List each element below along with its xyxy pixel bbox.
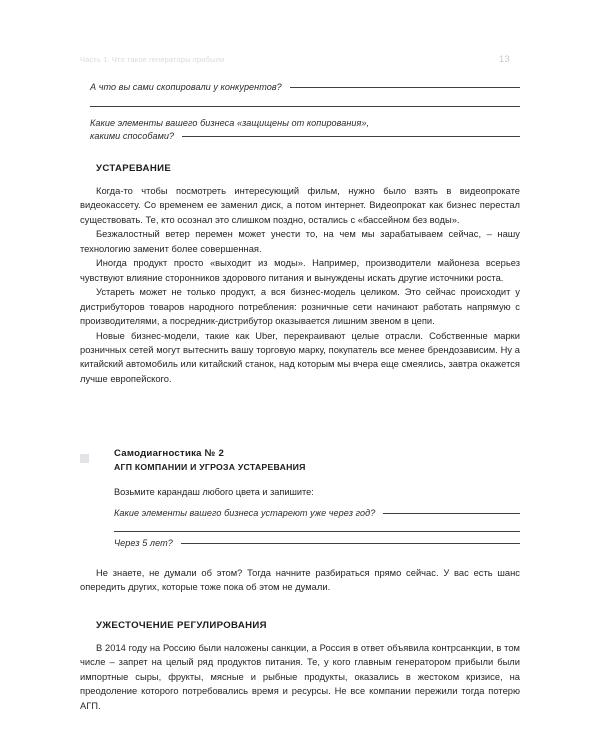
paragraph: Когда-то чтобы посмотреть интересующий фильм, нужно было взять в видеопрокате видеокассету. Со временем ее заменил диск, а потом интернет. Видеопрокат как бизнес перестал существовать. Те, кто осознал это слишком поздно, остались с «бассейном без воды». [80, 186, 520, 225]
worksheet-answer-line-1[interactable] [290, 87, 520, 88]
self-diagnostic-block [80, 447, 520, 548]
section-obsolescence [80, 163, 520, 386]
worksheet-question-2-line-2: какими способами? [90, 131, 175, 141]
diagnostic-marker-square [80, 454, 89, 463]
worksheet-question-1-row [90, 82, 520, 92]
self-diagnostic-content [114, 447, 520, 548]
worksheet-question-2-row-2 [90, 131, 520, 141]
diagnostic-question-2-text: Через 5 лет? [114, 538, 173, 548]
self-diagnostic-title: Самодиагностика № 2 [114, 448, 225, 459]
worksheet-answer-line-2[interactable] [90, 106, 520, 107]
paragraph: Устареть может не только продукт, а вся бизнес-модель целиком. Это сейчас происходит у дистрибуторов товаров народного потребления: розничные сети начинают работать напрямую с производителями, а посредник-дистрибутор оказывается лишним звеном в цепи. [80, 287, 520, 327]
paragraph: Безжалостный ветер перемен может унести то, на чем мы зарабатываем сейчас, – нашу технологию заменит более совершенная. [80, 229, 520, 254]
paragraph: В 2014 году на Россию были наложены санкции, а Россия в ответ объявила контрсанкции, в том числе – запрет на целый ряд продуктов питания. Те, у кого главным генератором прибыли были импортные сыры, фрукты, мясные и рыбные продукты, оказались в жестоком кризисе, на преодоление которого потребовались время и ресурсы. Не все компании пережили тогда потерю АГП. [80, 643, 520, 711]
worksheet-question-1-text: А что вы сами скопировали у конкурентов? [90, 82, 282, 92]
diagnostic-question-1-row [114, 508, 520, 518]
page-number: 13 [498, 54, 510, 65]
running-head [80, 54, 510, 65]
running-head-title: Часть 1. Что такое генераторы прибыли [80, 55, 225, 64]
self-diagnostic-lead: Возьмите карандаш любого цвета и запишите: [114, 487, 314, 497]
diagnostic-question-2-row [114, 538, 520, 548]
paragraph: Иногда продукт просто «выходит из моды». Например, производители майонеза всерьез чувствуют влияние сторонников здорового питания и вынуждены искать другие источники роста. [80, 258, 520, 283]
section-regulation-heading: УЖЕСТОЧЕНИЕ РЕГУЛИРОВАНИЯ [96, 620, 267, 631]
transition-paragraph-block [80, 566, 520, 595]
diagnostic-question-1-text: Какие элементы вашего бизнеса устареют уже через год? [114, 508, 376, 518]
paragraph: Не знаете, не думали об этом? Тогда начните разбираться прямо сейчас. У вас есть шанс опередить других, которые тоже пока об этом не думали. [80, 568, 520, 593]
section-obsolescence-heading: УСТАРЕВАНИЕ [96, 163, 172, 174]
paragraph: Новые бизнес-модели, такие как Uber, перекраивают целые отрасли. Собственные марки розничных сетей могут вытеснить вашу торговую марку, покупатель все менее брендозависим. Ну а китайский автомобиль или китайский станок, над которым мы вчера еще смеялись, завтра окажется лучше европейского. [80, 330, 520, 384]
worksheet-answer-line-3[interactable] [182, 136, 520, 137]
diagnostic-answer-line-3[interactable] [181, 543, 520, 544]
diagnostic-answer-line-1[interactable] [383, 513, 520, 514]
section-regulation [80, 620, 520, 713]
worksheet-question-2-line-1: Какие элементы вашего бизнеса «защищены от копирования», [90, 118, 370, 128]
diagnostic-answer-line-2[interactable] [114, 531, 520, 532]
self-diagnostic-subtitle: АГП КОМПАНИИ И УГРОЗА УСТАРЕВАНИЯ [114, 461, 306, 472]
worksheet-top [80, 82, 520, 141]
